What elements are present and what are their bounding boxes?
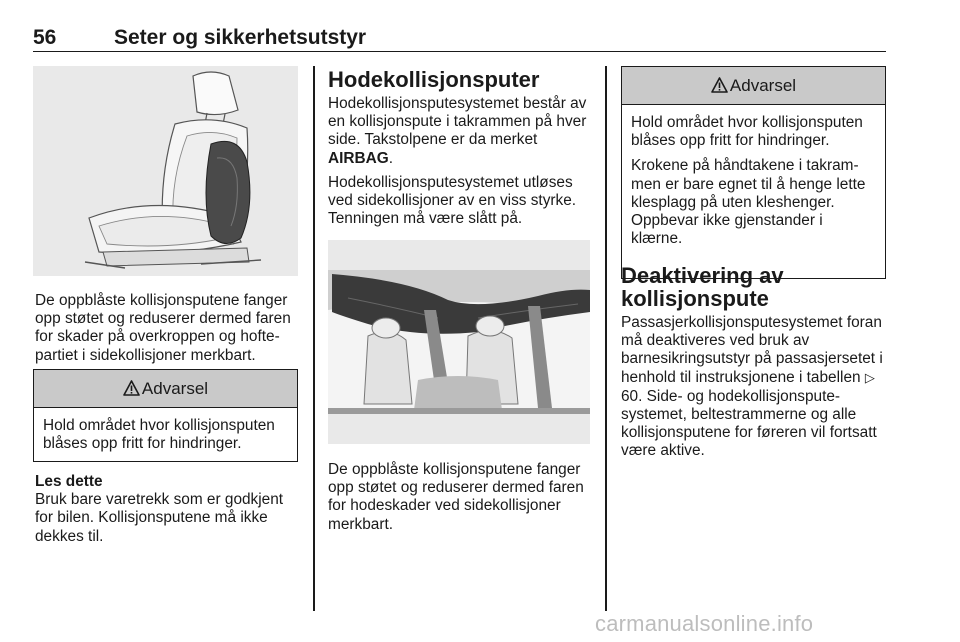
- head-airbag-caption-block: [328, 461, 593, 540]
- column-1: [35, 292, 298, 371]
- warning-header: [622, 67, 885, 105]
- warning-triangle-icon: [123, 380, 140, 396]
- section-heading-head-airbags: Hodekollisjonsputer: [328, 67, 540, 92]
- warning-triangle-icon: [711, 77, 728, 93]
- head-airbag-illustration: [328, 240, 590, 444]
- head-airbag-caption: De oppblåste kollisjonsputene fanger opp støtet og reduserer dermed faren for hodeskader ved sidekollisjoner merkbart.: [328, 461, 584, 533]
- column-2: [328, 68, 593, 234]
- page-title: Seter og sikkerhetsutstyr: [114, 26, 367, 49]
- para-text: Passasjerkollisjonsputesystemet foran må deaktiveres ved bruk av barnesikringsutstyr på passasjersetet i henhold til instruksjonene i tabellen: [621, 314, 883, 386]
- para-text: 60. Side- og hodekollisjonsputesystemet, beltestrammerne og alle kollisjonsputene for føreren vil fortsatt være aktive.: [621, 387, 877, 460]
- warning-text-2: Krokene på håndtakene i takrammen er bare egnet til å henge lette klesplagg på uten kleshenger. Oppbevar ikke gjenstander i klærne.: [631, 157, 866, 248]
- column-divider: [605, 66, 607, 611]
- page-number: 56: [33, 26, 57, 49]
- head-airbag-paragraph-1: [328, 95, 593, 168]
- warning-title: Advarsel: [141, 379, 209, 398]
- para-text: Hodekollisjonsputesystemet består av en kollisjonspute i takrammen på hver side. Takstolpene er da merket: [328, 95, 587, 149]
- column-divider: [313, 66, 315, 611]
- seat-airbag-caption: De oppblåste kollisjonsputene fanger opp støtet og reduserer dermed faren for skader på overkroppen og hoftepartiet i sidekollisjoner merkbart.: [35, 292, 291, 364]
- note-title: Les dette: [35, 473, 103, 490]
- page-header: [33, 24, 886, 52]
- para-text: .: [388, 149, 393, 167]
- note-section: [35, 473, 298, 546]
- note-text: Bruk bare varetrekk som er godkjent for bilen. Kollisjonsputene må ikke dekkes til.: [35, 491, 284, 545]
- section-heading-deactivation: Deaktivering av kollisjonspute: [621, 263, 784, 311]
- warning-text: Hold området hvor kollisjonsputen blåses opp fritt for hindringer.: [43, 417, 275, 453]
- cross-reference-arrow-icon[interactable]: ▷: [864, 370, 875, 386]
- deactivation-paragraph: [621, 314, 887, 461]
- watermark: carmanualsonline.info: [595, 611, 814, 636]
- column-3: [621, 264, 887, 467]
- car-interior-drawing: [328, 240, 590, 444]
- head-airbag-paragraph-2: Hodekollisjonsputesystemet utløses ved sidekollisjoner av en viss styrke. Tenningen må være slått på.: [328, 173, 577, 228]
- warning-box: [621, 66, 886, 279]
- warning-text-1: Hold området hvor kollisjonsputen blåses opp fritt for hindringer.: [631, 114, 863, 150]
- warning-title: Advarsel: [729, 76, 797, 95]
- seat-airbag-drawing: [33, 66, 298, 276]
- seat-airbag-illustration: [33, 66, 298, 276]
- warning-header: [34, 370, 297, 408]
- airbag-marking: AIRBAG: [328, 149, 389, 167]
- warning-box: [33, 369, 298, 462]
